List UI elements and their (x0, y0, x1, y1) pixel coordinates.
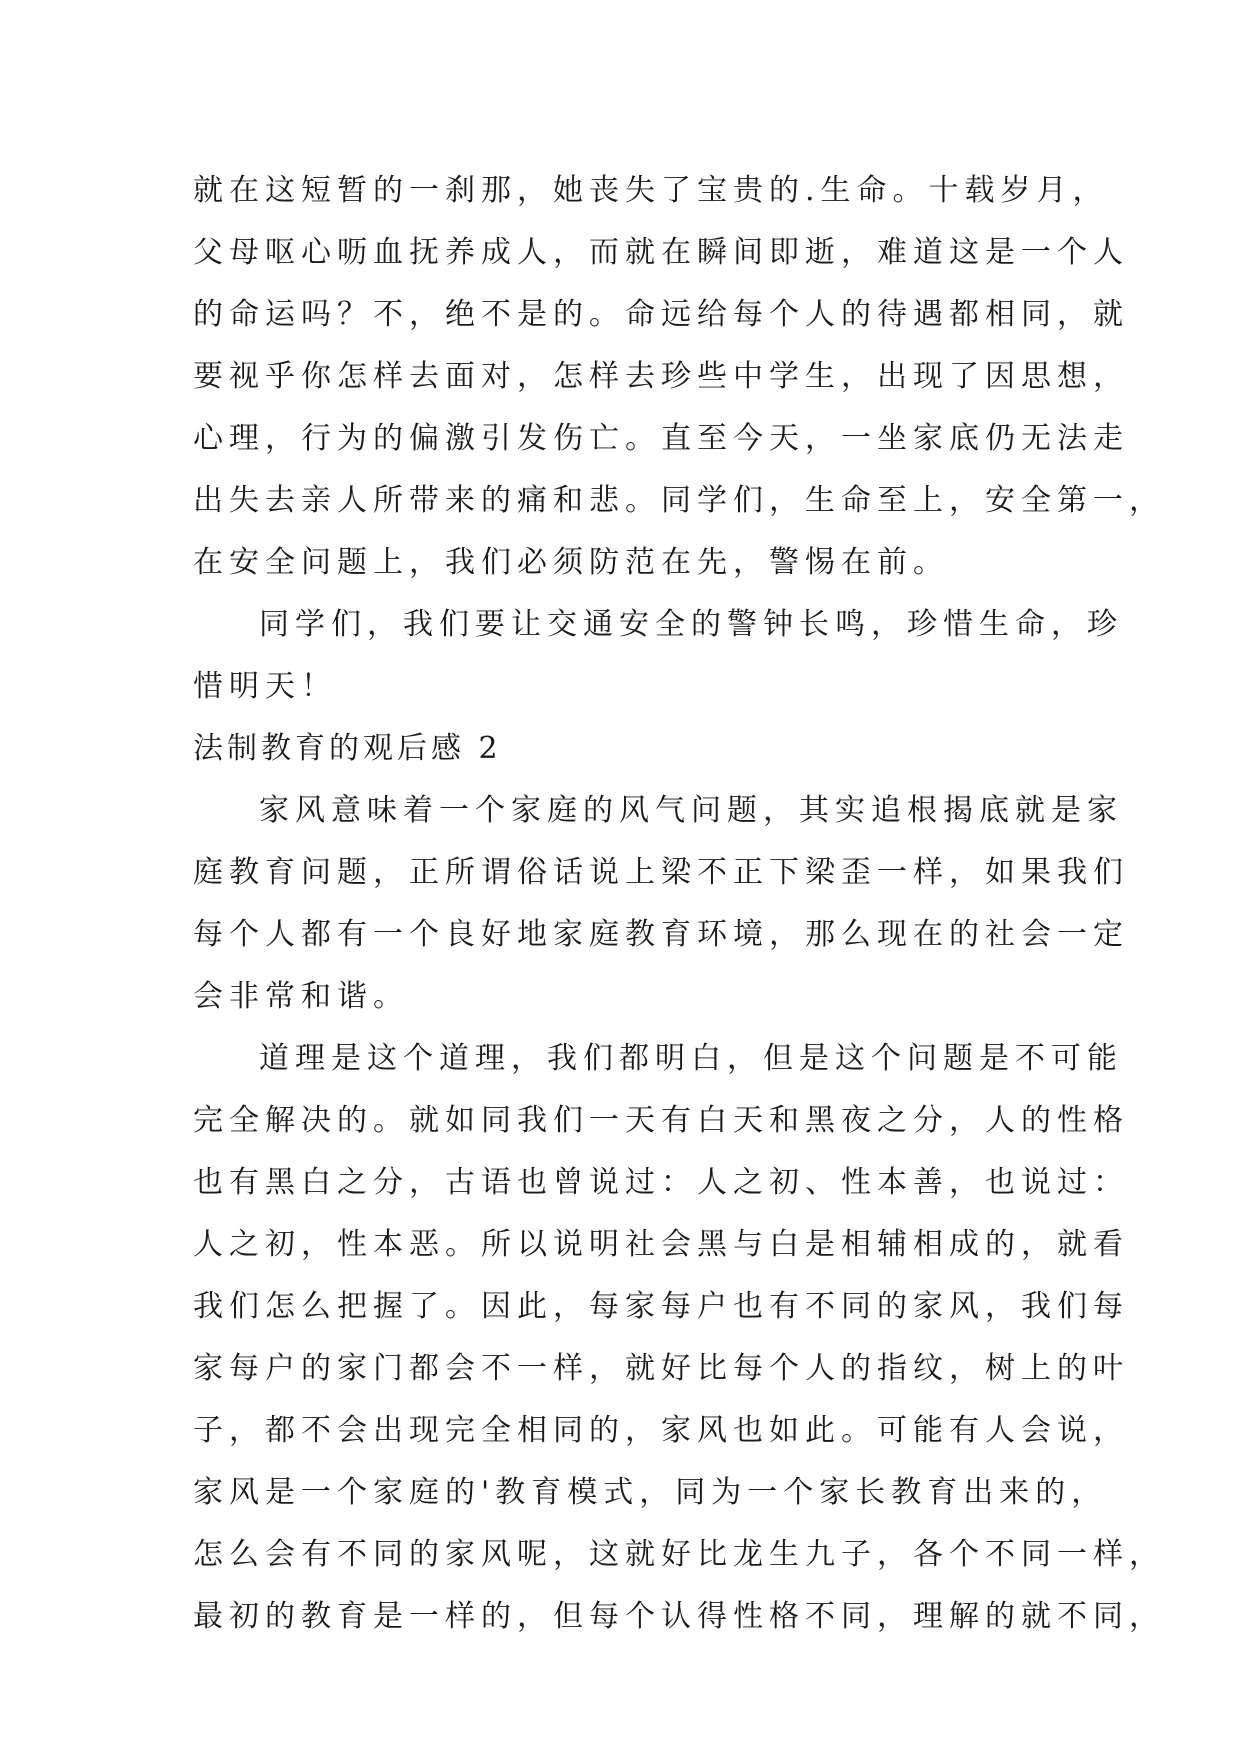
document-body (193, 160, 1165, 1648)
text-line: 子，都不会出现完全相同的，家风也如此。可能有人会说， (193, 1413, 1129, 1448)
text-line: 心理，行为的偏激引发伤亡。直至今天，一坐家底仍无法走 (193, 421, 1129, 456)
text-line: 在安全问题上，我们必须防范在先，警惕在前。 (193, 545, 949, 580)
text-line: 人之初，性本恶。所以说明社会黑与白是相辅相成的，就看 (193, 1227, 1129, 1262)
paragraph-2 (193, 594, 1123, 718)
text-line: 出失去亲人所带来的痛和悲。同学们，生命至上，安全第一， (193, 483, 1165, 518)
text-line: 家风是一个家庭的'教育模式，同为一个家长教育出来的， (193, 1475, 1108, 1510)
text-line: 会非常和谐。 (193, 979, 409, 1014)
text-line: 道理是这个道理，我们都明白，但是这个问题是不可能 (259, 1041, 1123, 1076)
text-line: 要视乎你怎样去面对，怎样去珍些中学生，出现了因思想， (193, 359, 1129, 394)
text-line: 家风意味着一个家庭的风气问题，其实追根揭底就是家 (259, 793, 1123, 828)
text-line: 的命运吗？不，绝不是的。命远给每个人的待遇都相同，就 (193, 297, 1129, 332)
paragraph-4 (193, 1028, 1165, 1648)
section-heading (193, 718, 1049, 780)
text-line: 同学们，我们要让交通安全的警钟长鸣，珍惜生命，珍 (259, 607, 1123, 642)
text-line: 完全解决的。就如同我们一天有白天和黑夜之分，人的性格 (193, 1103, 1129, 1138)
text-line: 父母呕心呖血抚养成人，而就在瞬间即逝，难道这是一个人 (193, 235, 1129, 270)
text-line: 就在这短暂的一刹那，她丧失了宝贵的.生命。十载岁月， (193, 173, 1109, 208)
text-line: 也有黑白之分，古语也曾说过：人之初、性本善，也说过： (193, 1165, 1129, 1200)
text-line: 庭教育问题，正所谓俗话说上梁不正下梁歪一样，如果我们 (193, 855, 1129, 890)
text-line: 家每户的家门都会不一样，就好比每个人的指纹，树上的叶 (193, 1351, 1129, 1386)
text-line: 我们怎么把握了。因此，每家每户也有不同的家风，我们每 (193, 1289, 1129, 1324)
text-line: 惜明天！ (193, 669, 337, 704)
paragraph-3 (193, 780, 1129, 1028)
text-line: 每个人都有一个良好地家庭教育环境，那么现在的社会一定 (193, 917, 1129, 952)
text-line: 最初的教育是一样的，但每个认得性格不同，理解的就不同， (193, 1599, 1165, 1634)
text-line: 怎么会有不同的家风呢，这就好比龙生九子，各个不同一样， (193, 1537, 1165, 1572)
heading-text: 法制教育的观后感 2 (193, 731, 502, 766)
paragraph-1 (193, 160, 1165, 594)
